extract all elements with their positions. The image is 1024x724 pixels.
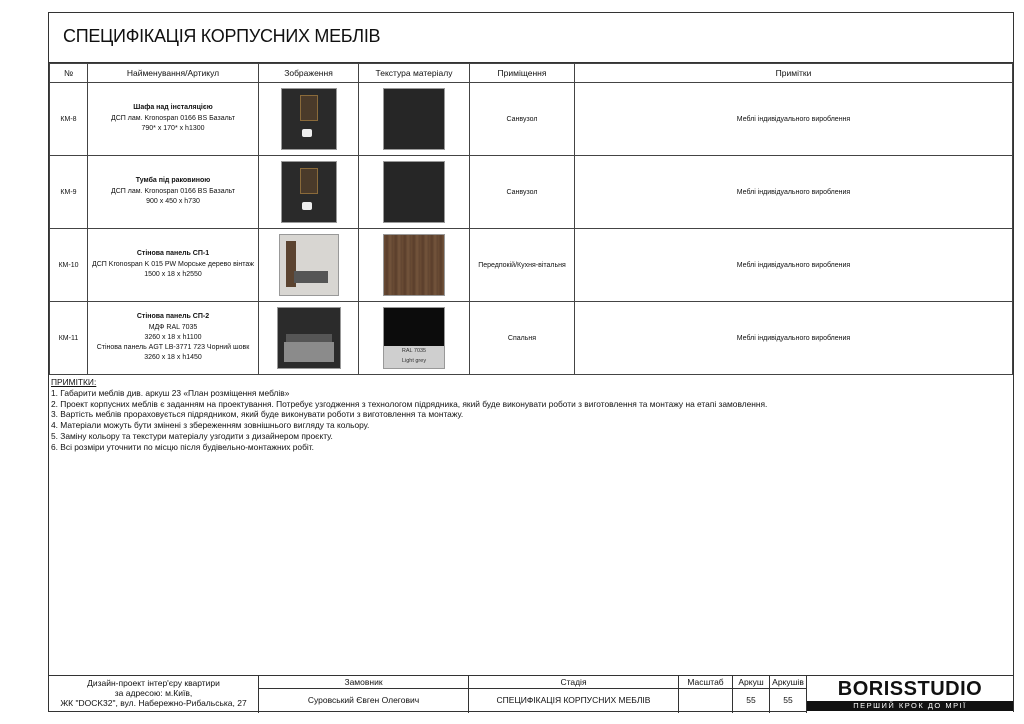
row-note: Меблі індивідуального виробления xyxy=(575,302,1013,375)
ral-swatch-label xyxy=(384,346,444,368)
sheets-value: 55 xyxy=(783,695,793,705)
row-image xyxy=(259,229,359,302)
project-line: Дизайн-проект інтер'єру квартири xyxy=(87,678,220,688)
project-line: ЖК "DOCK32", вул. Набережно-Рибальська, 27 xyxy=(60,698,247,708)
customer-label: Замовник xyxy=(259,676,468,689)
sheets-label: Аркушів xyxy=(770,676,806,689)
item-line: 1500 х 18 х h2550 xyxy=(144,271,202,278)
wood-texture-swatch xyxy=(383,234,445,296)
row-name xyxy=(88,83,259,156)
item-title: Стінова панель СП-1 xyxy=(136,250,210,257)
ral-code: RAL 7035 xyxy=(401,348,427,354)
project-info xyxy=(49,676,259,713)
row-name xyxy=(88,302,259,375)
row-number: КМ-8 xyxy=(50,83,88,156)
header-room: Приміщення xyxy=(470,64,575,83)
note-item: 5. Заміну кольору та текстури матеріалу узгодити з дизайнером проєкту. xyxy=(51,430,333,441)
note-item: 3. Вартість меблів прораховується підрядником, який буде виконувати роботи з виготовлення та монтажу. xyxy=(51,409,464,420)
item-title: Тумба під раковиною xyxy=(135,177,211,184)
header-number: № xyxy=(50,64,88,83)
basalt-texture-swatch xyxy=(383,161,445,223)
bathroom-render-image xyxy=(281,161,337,223)
living-room-render-image xyxy=(279,234,339,296)
customer-cell xyxy=(259,676,469,713)
row-note: Меблі індивідуального виробления xyxy=(575,156,1013,229)
item-line: ДСП лам. Kronospan 0166 BS Базальт xyxy=(111,188,235,195)
scale-cell xyxy=(679,676,733,713)
header-image: Зображення xyxy=(259,64,359,83)
row-room: Спальня xyxy=(470,302,575,375)
basalt-texture-swatch xyxy=(383,88,445,150)
scale-label: Масштаб xyxy=(679,676,732,689)
table-row xyxy=(50,156,1013,229)
row-number: КМ-10 xyxy=(50,229,88,302)
logo-text: BORISSTUDIO xyxy=(837,678,983,700)
row-room: Санвузол xyxy=(470,156,575,229)
row-image xyxy=(259,83,359,156)
notes-section xyxy=(49,376,1013,454)
page-title: СПЕЦИФІКАЦІЯ КОРПУСНИХ МЕБЛІВ xyxy=(63,26,381,46)
project-line: за адресою: м.Київ, xyxy=(114,688,193,698)
sheets-cell xyxy=(770,676,807,713)
studio-logo xyxy=(807,676,1013,713)
item-line: ДСП лам. Kronospan 0166 BS Базальт xyxy=(111,115,235,122)
item-line: 3260 х 18 х h1100 xyxy=(144,334,202,341)
row-note: Меблі індивідуального вироблення xyxy=(575,83,1013,156)
stage-cell xyxy=(469,676,679,713)
note-item: 1. Габарити меблів див. аркуш 23 «План розміщення меблів» xyxy=(51,387,290,398)
table-row xyxy=(50,83,1013,156)
item-line: ДСП Kronospan K 015 PW Морське дерево вінтаж xyxy=(92,261,254,268)
ral-texture-swatch xyxy=(383,307,445,369)
item-line: Стінова панель AGT LB-3771 723 Чорний шовк xyxy=(96,344,250,351)
spec-table xyxy=(49,63,1013,375)
row-texture xyxy=(359,229,470,302)
row-number: КМ-9 xyxy=(50,156,88,229)
header-texture: Текстура матеріалу xyxy=(359,64,470,83)
row-note: Меблі індивідуального виробления xyxy=(575,229,1013,302)
table-row xyxy=(50,229,1013,302)
row-image xyxy=(259,302,359,375)
customer-value: Суровський Євген Олегович xyxy=(307,695,420,705)
row-texture xyxy=(359,302,470,375)
row-image xyxy=(259,156,359,229)
bedroom-render-image xyxy=(277,307,341,369)
note-item: 4. Матеріали можуть бути змінені з збереженням зовнішнього вигляду та кольору. xyxy=(51,420,370,431)
item-title: Шафа над інсталяцією xyxy=(133,104,213,111)
table-row xyxy=(50,302,1013,375)
ral-color-name: Light grey xyxy=(401,358,427,364)
title-block xyxy=(49,13,1013,63)
note-item: 6. Всі розміри уточнити по місцю після будівельно-монтажних робіт. xyxy=(51,441,314,452)
table-header-row xyxy=(50,64,1013,83)
item-line: 790* х 170* х h1300 xyxy=(141,125,205,132)
note-item: 2. Проект корпусних меблів є заданням на проектування. Потребує узгодження з технологом підрядника, який буде виконувати роботи з виготовлення та монтажу на етапі замовлення. xyxy=(51,398,768,409)
row-name xyxy=(88,156,259,229)
row-name xyxy=(88,229,259,302)
logo-slogan: ПЕРШИЙ КРОК ДО МРІЇ xyxy=(807,701,1013,711)
bathroom-render-image xyxy=(281,88,337,150)
row-room: Передпокій/Кухня-вітальня xyxy=(470,229,575,302)
row-texture xyxy=(359,83,470,156)
title-stamp xyxy=(49,675,1013,713)
notes-heading: ПРИМІТКИ: xyxy=(51,377,97,387)
stage-label: Стадія xyxy=(469,676,678,689)
row-room: Санвузол xyxy=(470,83,575,156)
row-number: КМ-11 xyxy=(50,302,88,375)
row-texture xyxy=(359,156,470,229)
header-notes: Примітки xyxy=(575,64,1013,83)
stage-value: СПЕЦИФІКАЦІЯ КОРПУСНИХ МЕБЛІВ xyxy=(496,695,651,705)
item-title: Стінова панель СП-2 xyxy=(136,313,210,320)
sheet-value: 55 xyxy=(746,695,756,705)
item-line: 900 х 450 х h730 xyxy=(146,198,200,205)
sheet-cell xyxy=(733,676,770,713)
header-name: Найменування/Артикул xyxy=(88,64,259,83)
item-line: МДФ RAL 7035 xyxy=(148,324,198,331)
drawing-sheet xyxy=(48,12,1014,712)
item-line: 3260 х 18 х h1450 xyxy=(144,354,202,361)
sheet-label: Аркуш xyxy=(733,676,769,689)
